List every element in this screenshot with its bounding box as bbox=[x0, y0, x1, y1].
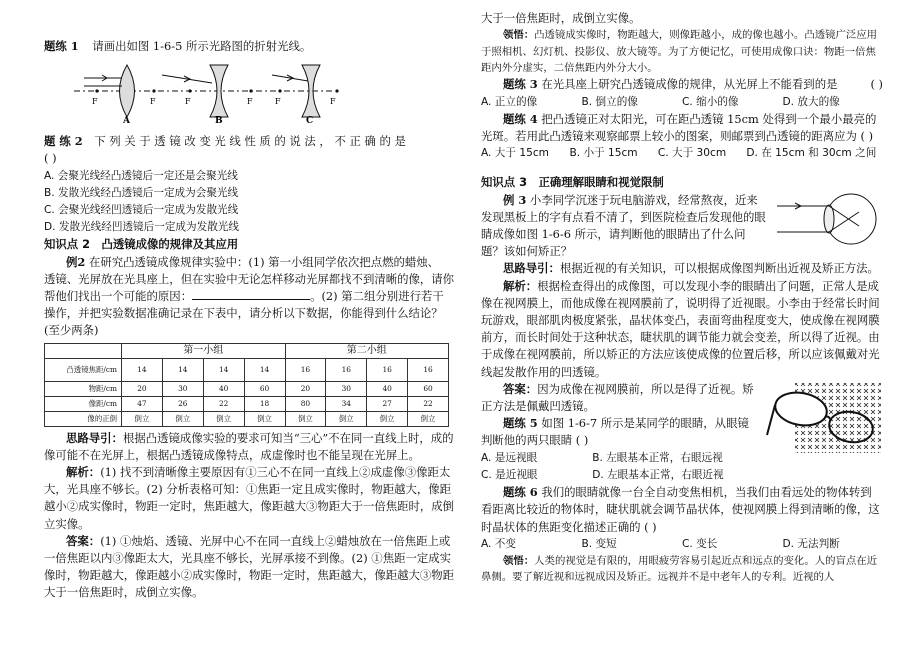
group-1-header: 第一小组 bbox=[122, 343, 286, 358]
table-cell: 60 bbox=[408, 381, 449, 396]
analysis-label: 解析： bbox=[66, 465, 101, 480]
answer-label: 答案： bbox=[66, 533, 101, 548]
example-2-line-part: 。(2) 第二组分别进行若干 bbox=[310, 289, 444, 304]
left-column bbox=[44, 0, 459, 602]
guide-label: 思路导引： bbox=[503, 261, 560, 276]
insight-label: 领悟： bbox=[503, 29, 535, 42]
exercise-5-options bbox=[481, 450, 761, 484]
table-cell: 27 bbox=[367, 396, 408, 411]
table-cell: 40 bbox=[203, 381, 244, 396]
option-a[interactable]: A. 正立的像 bbox=[481, 95, 538, 108]
insight-label: 领悟： bbox=[503, 554, 535, 567]
table-cell: 18 bbox=[244, 396, 285, 411]
option-a[interactable]: A. 是远视眼 bbox=[481, 451, 538, 464]
table-cell: 47 bbox=[122, 396, 163, 411]
answer-blank[interactable] bbox=[192, 288, 310, 300]
answer-text: (1) ①烛焰、透镜、光屏中心不在同一直线上②蜡烛放在一倍焦距上或一倍焦距以内③像距太大，光具座不够长，光屏承接不到像。(2) ①焦距一定成实像时，物距越大，像距越小②成实像时，物距一定时，焦距越大，像距越大③物距大于一倍焦距时，成倒立实像。 bbox=[44, 533, 455, 600]
example-2 bbox=[44, 254, 459, 271]
knowledge-point-2-heading: 知识点 2 凸透镜成像的规律及其应用 bbox=[44, 237, 239, 252]
exercise-1-text: 请画出如图 1-6-5 所示光路图的折射光线。 bbox=[92, 39, 312, 53]
table-cell: 14 bbox=[203, 358, 244, 381]
answer-text: 因为成像在视网膜前，所以是得了近视。矫正方法是佩戴凹透镜。 bbox=[481, 381, 754, 414]
answer-paren[interactable]: ( ) bbox=[860, 129, 874, 144]
exercise-5-text: 如图 1-6-7 所示是某同学的眼睛，从眼镜判断他的两只眼睛 bbox=[481, 416, 749, 448]
exercise-4-options bbox=[481, 145, 883, 162]
table-corner bbox=[45, 343, 122, 358]
glasses-illustration-1-6-7 bbox=[765, 381, 883, 455]
exercise-1-label: 题练 1 bbox=[44, 39, 79, 53]
option-a[interactable]: A. 不变 bbox=[481, 537, 516, 550]
option-d[interactable]: D. 发散光线经凹透镜后一定成为发散光线 bbox=[44, 221, 239, 234]
option-a[interactable]: A. 会聚光线经凸透镜后一定还是会聚光线 bbox=[44, 169, 238, 182]
exercise-1 bbox=[44, 38, 459, 55]
table-cell: 22 bbox=[203, 396, 244, 411]
exercise-6-options bbox=[481, 536, 883, 553]
insight-text: 凸透镜成实像时，物距越大，则像距越小，成的像也越小。凸透镜广泛应用于照相机、幻灯机、投影仪、放大镜等。为了方便记忆，可使用成像口诀：物距一倍焦距内外分虚实，二倍焦距内外分大小。 bbox=[481, 29, 878, 75]
table-cell: 倒立 bbox=[122, 411, 163, 426]
row-label: 凸透镜焦距/cm bbox=[45, 358, 122, 381]
table-row-image-distance bbox=[45, 396, 449, 411]
guide-paragraph bbox=[44, 430, 459, 464]
analysis-3-paragraph bbox=[481, 278, 883, 381]
row-label: 像的正倒 bbox=[45, 411, 122, 426]
example-2-label: 例2 bbox=[66, 254, 86, 269]
lens-c-label: C bbox=[306, 116, 314, 124]
exercise-2-label: 题 练 2 bbox=[44, 134, 83, 149]
exercise-3-text: 在光具座上研究凸透镜成像的规律，从光屏上不能看到的是 bbox=[541, 77, 838, 92]
table-cell: 倒立 bbox=[367, 411, 408, 426]
table-cell: 倒立 bbox=[203, 411, 244, 426]
table-cell: 倒立 bbox=[244, 411, 285, 426]
focus-label: F bbox=[150, 97, 156, 107]
table-cell: 80 bbox=[285, 396, 326, 411]
table-cell: 14 bbox=[162, 358, 203, 381]
analysis-paragraph bbox=[44, 464, 459, 533]
guide-3-paragraph bbox=[481, 260, 883, 277]
exercise-4-label: 题练 4 bbox=[503, 111, 538, 126]
table-cell: 倒立 bbox=[285, 411, 326, 426]
answer-paren[interactable]: ( ) bbox=[44, 151, 57, 166]
focus-label: F bbox=[185, 97, 191, 107]
exercise-6-text: 我们的眼睛就像一台全自动变焦相机，当我们由看远处的物体转到看距离比较近的物体时，睫状肌就会调节晶状体，使视网膜上得到清晰的像，这时晶状体的焦距变化描述正确的 bbox=[481, 485, 880, 534]
knowledge-point-3-heading: 知识点 3 正确理解眼睛和视觉限制 bbox=[481, 175, 664, 190]
option-d[interactable]: D. 放大的像 bbox=[782, 95, 840, 108]
exercise-6 bbox=[481, 484, 883, 536]
table-cell: 倒立 bbox=[162, 411, 203, 426]
table-cell: 14 bbox=[122, 358, 163, 381]
table-cell: 倒立 bbox=[408, 411, 449, 426]
table-cell: 16 bbox=[367, 358, 408, 381]
example-2-line: 在研究凸透镜成像规律实验中：(1) 第一小组同学依次把点燃的蜡烛、 bbox=[88, 254, 440, 269]
focus-label: F bbox=[275, 97, 281, 107]
right-column bbox=[481, 0, 883, 586]
answer-paren[interactable]: ( ) bbox=[870, 77, 883, 92]
option-c[interactable]: C. 是近视眼 bbox=[481, 468, 538, 481]
continued-text: 大于一倍焦距时，成倒立实像。 bbox=[481, 11, 641, 25]
lens-b-label: B bbox=[215, 116, 223, 124]
guide-text: 根据近视的有关知识，可以根据成像图判断出近视及矫正方法。 bbox=[559, 261, 879, 276]
table-cell: 16 bbox=[285, 358, 326, 381]
table-cell: 30 bbox=[326, 381, 367, 396]
option-d[interactable]: D. 无法判断 bbox=[782, 537, 840, 550]
exercise-6-label: 题练 6 bbox=[503, 485, 538, 500]
focus-label: F bbox=[247, 97, 253, 107]
answer-label: 答案： bbox=[503, 381, 538, 396]
example-2-line: (至少两条) bbox=[44, 323, 99, 338]
insight-text: 人类的视觉是有限的，用眼疲劳容易引起近点和远点的变化。人的盲点在近鼻侧。要了解近视和远视成因及矫正。远视并不是中老年人的专利。近视的人 bbox=[481, 554, 878, 584]
focus-label: F bbox=[330, 97, 336, 107]
option-b[interactable]: B. 左眼基本正常，右眼远视 bbox=[592, 451, 723, 464]
table-cell: 22 bbox=[408, 396, 449, 411]
exercise-2 bbox=[44, 133, 459, 150]
group-2-header: 第二小组 bbox=[285, 343, 449, 358]
analysis-text: 根据检查得出的成像图，可以发现小李的眼睛出了问题，正常人是成像在视网膜上，而他成像在视网膜前了，说明得了近视眼。小李由于经常长时间玩游戏，眼部肌肉极度紧张，晶状体变凸，表面弯曲程度变大，使成像在视网膜前方，而长时间处于这种状态，睫状肌的调节能力就会变差，所以得了近视。由于成像在视网膜前，所以矫正的方法应该使成像的位置后移，所以应该佩戴对光线起发散作用的凹透镜。 bbox=[481, 278, 880, 379]
example-2-line: 操作，并把实验数据准确记录在下表中，请分析以下数据，你能得到什么结论？ bbox=[44, 306, 443, 321]
focus-label: F bbox=[92, 97, 98, 107]
exercise-3-label: 题练 3 bbox=[503, 77, 538, 92]
option-c[interactable]: C. 大于 30cm bbox=[657, 147, 727, 160]
option-c[interactable]: C. 缩小的像 bbox=[682, 95, 739, 108]
table-cell: 60 bbox=[244, 381, 285, 396]
exercise-4-text: 把凸透镜正对太阳光，可在距凸透镜 15cm 处得到一个最小最亮的光斑。若用此凸透镜来观察邮票上较小的图案，则邮票到凸透镜的距离应为 bbox=[481, 111, 877, 144]
table-cell: 40 bbox=[367, 381, 408, 396]
table-cell: 倒立 bbox=[326, 411, 367, 426]
exercise-3-options bbox=[481, 94, 883, 111]
example-2-line bbox=[44, 288, 459, 305]
example-2-line-part: 帮他们找出一个可能的原因： bbox=[44, 289, 193, 304]
table-cell: 14 bbox=[244, 358, 285, 381]
option-a[interactable]: A. 大于 15cm bbox=[481, 147, 549, 160]
table-header-row bbox=[45, 343, 449, 358]
lens-diagram-1-6-5 bbox=[44, 57, 459, 123]
exercise-2-options bbox=[44, 168, 459, 237]
analysis-text: (1) 找不到清晰像主要原因有①三心不在同一直线上②成虚像③像距太大，光具座不够长。(2) 分析表格可知：①焦距一定且成实像时，物距越大，像距越小②成实像时，物距一定时，焦距越大，像距越大③物距大于一倍焦距时，成倒立实像。 bbox=[44, 465, 455, 531]
table-cell: 34 bbox=[326, 396, 367, 411]
table-cell: 16 bbox=[408, 358, 449, 381]
table-cell: 30 bbox=[162, 381, 203, 396]
table-row-object-distance bbox=[45, 381, 449, 396]
answer-paren[interactable]: ( ) bbox=[575, 433, 589, 448]
table-cell: 16 bbox=[326, 358, 367, 381]
example-2-line: 透镜、光屏放在光具座上，但在实验中无论怎样移动光屏都找不到清晰的像，请你 bbox=[44, 271, 455, 286]
insight-2 bbox=[481, 553, 883, 586]
experiment-data-table bbox=[44, 343, 449, 427]
answer-and-glasses bbox=[481, 381, 883, 484]
lens-diagram-svg bbox=[44, 57, 344, 123]
guide-text: 根据凸透镜成像实验的要求可知当“三心”不在同一直线上时，成的像可能不在光屏上，根据凸透镜成像特点，成虚像时也不能呈现在光屏上。 bbox=[44, 430, 454, 462]
example-3 bbox=[481, 192, 883, 261]
exercise-3 bbox=[481, 76, 883, 93]
analysis-label: 解析： bbox=[503, 278, 538, 293]
row-label: 像距/cm bbox=[45, 396, 122, 411]
table-row-image-nature bbox=[45, 411, 449, 426]
option-c[interactable]: C. 会聚光线经凹透镜后一定成为发散光线 bbox=[44, 204, 239, 217]
insight-1 bbox=[481, 27, 883, 76]
answer-paragraph bbox=[44, 533, 459, 602]
exercise-4 bbox=[481, 111, 883, 145]
table-cell: 20 bbox=[122, 381, 163, 396]
option-b[interactable]: B. 发散光线经凸透镜后一定成为会聚光线 bbox=[44, 186, 239, 199]
option-c[interactable]: C. 变长 bbox=[682, 537, 718, 550]
eye-diagram-1-6-6 bbox=[773, 192, 883, 246]
option-b[interactable]: B. 小于 15cm bbox=[569, 147, 638, 160]
table-cell: 26 bbox=[162, 396, 203, 411]
option-b[interactable]: B. 倒立的像 bbox=[581, 95, 638, 108]
exercise-5-label: 题练 5 bbox=[503, 416, 538, 431]
table-row-focal bbox=[45, 358, 449, 381]
example-3-text: 小李同学沉迷于玩电脑游戏，经常熬夜，近来发现黑板上的字有点看不清了，到医院检查后发现他的眼睛成像如图 1-6-6 所示，请判断他的眼睛出了什么问题？该如何矫正？ bbox=[481, 192, 766, 259]
row-label: 物距/cm bbox=[45, 381, 122, 396]
table-cell: 20 bbox=[285, 381, 326, 396]
option-b[interactable]: B. 变短 bbox=[581, 537, 617, 550]
exercise-2-text: 下 列 关 于 透 镜 改 变 光 线 性 质 的 说 法 ， 不 正 确 的 是 bbox=[94, 134, 406, 149]
option-d[interactable]: D. 左眼基本正常，右眼近视 bbox=[592, 468, 724, 481]
option-d[interactable]: D. 在 15cm 和 30cm 之间 bbox=[746, 147, 877, 160]
example-3-label: 例 3 bbox=[503, 192, 527, 207]
lens-a-label: A bbox=[123, 116, 130, 124]
guide-label: 思路导引： bbox=[66, 430, 123, 445]
answer-paren[interactable]: ( ) bbox=[644, 519, 657, 534]
